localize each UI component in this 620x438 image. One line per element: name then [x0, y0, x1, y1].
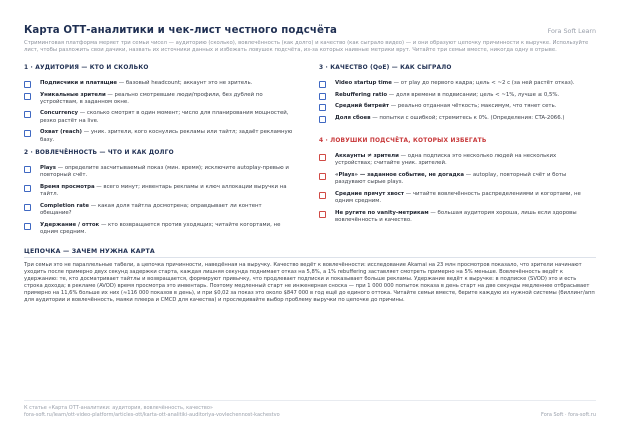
checkbox[interactable]	[24, 93, 31, 100]
checklist-item: «Plays» — заданное событие, не догадка — autoplay, повторный счёт и боты раздувают сырые plays.	[319, 172, 591, 187]
checklist-item: Rebuffering ratio — доля времени в подвисании; цель < ~1%, лучше ≤ 0,5%.	[319, 92, 591, 99]
brand-label: Fora Soft Learn	[547, 27, 596, 35]
checklist-item: Plays — определите засчитываемый показ (мин. время); исключите autoplay-превью и повторный счёт.	[24, 165, 294, 180]
checkbox[interactable]	[24, 223, 31, 230]
checkbox[interactable]	[24, 81, 31, 88]
why-paragraph: Три семьи это не параллельные табели, а цепочка причинности, наведённая на выручку. Качество ведёт к вовлечённости: исследование Akamai на 23 млн просмотров показало, что зрители начинают уходить после примерно двух секунд задержки старта, каждая лишняя секунда поднимает отказ на 5,8%, а 1% rebuffering заставляет смотреть примерно на 5% меньше. Вовлечённость ведёт к удержанию: те, кто досматривает тайтлы и возвращается, формируют привычку, что продлевает подписки и показывает больше рекламы. Удержание ведёт к выручке: в подписке (SVOD) это и есть строка дохода; в рекламе (AVOD) время просмотра это инвентарь. Поэтому медленный старт не инженерная сноска — при 1 000 000 попыток показа в день старт на две секунды медленнее отбрасывает примерно на 11,6% больше их них (≈116 000 показов в день), и при $0,02 за показ это около $847 000 в год ещё до единого оттока. Читайте семьи вместе, берите каждую из нужной системы (биллинг/апп для аудитории и вовлечённость, маяки плеера и CMCD для качества) и проследивайте выбор проблему выручки по цепочке до причины.	[24, 262, 595, 304]
checklist-item: Удержание / отток — кто возвращается против уходящих; читайте когортами, не одним средним.	[24, 222, 294, 237]
audience-list	[24, 80, 294, 148]
checkbox[interactable]	[319, 81, 326, 88]
section-engagement-title: 2 · ВОВЛЕЧЁННОСТЬ — ЧТО И КАК ДОЛГО	[24, 150, 174, 156]
checklist-item: Охват (reach) — уник. зрители, кого коснулись рекламы или тайтл; задаёт рекламную базу.	[24, 129, 294, 144]
pitfalls-list	[319, 153, 591, 229]
footer-divider	[24, 400, 596, 401]
intro-paragraph: Стриминговая платформа меряет три семьи чисел — аудиторию (сколько), вовлечённость (как долго) и качество (как сыграло видео) — и они образуют цепочку причинности к выручке. Используйте лист, чтобы разложить свои дачики, назвать их источники данных и избежать ловушек подсчёта, из-за которых наивные метрики врут. Читайте три семьи вместе, никогда одну в отрыве.	[24, 40, 589, 54]
page-title: Карта ОТТ-аналитики и чек-лист честного подсчёта	[24, 25, 337, 36]
checkbox[interactable]	[24, 130, 31, 137]
checkbox[interactable]	[319, 173, 326, 180]
checklist-item: Аккаунты ≠ зрители — одна подписка это несколько людей на нескольких устройствах; считайте уник. зрителей.	[319, 153, 591, 168]
section-pitfalls-title: 4 · ЛОВУШКИ ПОДСЧЁТА, КОТОРЫХ ИЗБЕГАТЬ	[319, 138, 487, 144]
checkbox[interactable]	[319, 93, 326, 100]
footer-article-title: К статье «Карта ОТТ-аналитики: аудитория, вовлечённость, качество»	[24, 405, 213, 411]
checklist-item: Время просмотра — всего минут; инвентарь рекламы и ключ аллокации выручки на тайтл.	[24, 184, 294, 199]
why-section-title: ЦЕПОЧКА — ЗАЧЕМ НУЖНА КАРТА	[24, 248, 155, 255]
engagement-list	[24, 165, 294, 241]
checklist-item: Не ругите по vanity-метрикам — большая аудитория хороша, лишь если здоровы вовлечённость и качество.	[319, 210, 591, 225]
checklist-item: Video startup time — от play до первого кадра; цель < ~2 с (за ней растёт отказ).	[319, 80, 591, 87]
checkbox[interactable]	[319, 104, 326, 111]
checklist-item: Средний битрейт — реально отданная чёткость; максимум, что тянет сеть.	[319, 103, 591, 110]
checklist-item: Подписчики и платящие — базовый headcount; аккаунт это не зритель.	[24, 80, 294, 87]
checklist-item: Средние прячут хвост — читайте вовлечённость распределениями и когортами, не одним средним.	[319, 191, 591, 206]
checkbox[interactable]	[24, 111, 31, 118]
footer-brand: Fora Soft · fora-soft.ru	[541, 412, 596, 418]
checkbox[interactable]	[24, 166, 31, 173]
footer-url-link[interactable]: fora-soft.ru/learn/ott-video-platform/articles-ott/karta-ott-analitiki-auditoriya-vovlechennost-kachestvo	[24, 412, 280, 418]
checklist-item: Уникальные зрители — реально смотревшие люди/профили, без дублей по устройствам, в заданном окне.	[24, 92, 294, 107]
checklist-item: Concurrency — сколько смотрят в один момент; число для планирования мощностей, резко растёт на live.	[24, 110, 294, 125]
quality-list	[319, 80, 591, 126]
checkbox[interactable]	[319, 116, 326, 123]
section-quality-title: 3 · КАЧЕСТВО (QoE) — КАК СЫГРАЛО	[319, 65, 452, 71]
divider	[24, 257, 596, 258]
checklist-item: Доля сбоев — попытки с ошибкой; стремитесь к 0%. (Определения: CTA-2066.)	[319, 115, 591, 122]
checkbox[interactable]	[24, 185, 31, 192]
checkbox[interactable]	[319, 154, 326, 161]
section-audience-title: 1 · АУДИТОРИЯ — КТО И СКОЛЬКО	[24, 65, 149, 71]
checkbox[interactable]	[319, 211, 326, 218]
checklist-item: Completion rate — какая доля тайтла досмотрена; оправдывает ли контент обещание?	[24, 203, 294, 218]
checkbox[interactable]	[319, 192, 326, 199]
checkbox[interactable]	[24, 204, 31, 211]
